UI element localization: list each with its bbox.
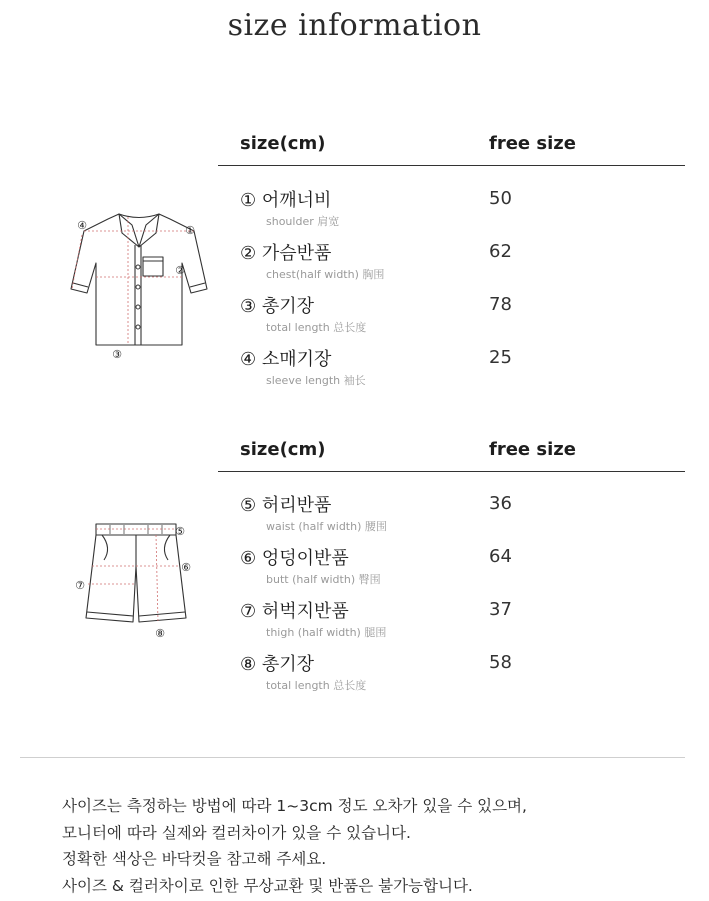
- marker-waist: ⑤: [175, 525, 185, 538]
- section-divider: [20, 757, 685, 758]
- table-row: [240, 650, 680, 702]
- measure-subtitle: waist (half width) 腰围: [266, 520, 387, 533]
- marker-chest: ②: [175, 264, 185, 277]
- measure-name: ⑧ 총기장: [240, 654, 315, 675]
- measure-name: ⑥ 엉덩이반품: [240, 548, 349, 569]
- measure-value: 64: [489, 546, 512, 567]
- measure-name: ⑦ 허벅지반품: [240, 601, 349, 622]
- marker-thigh: ⑦: [75, 579, 85, 592]
- table-row: [240, 597, 680, 649]
- header-free-size-label: free size: [489, 439, 576, 460]
- measure-subtitle: shoulder 肩宽: [266, 215, 340, 228]
- measure-subtitle: sleeve length 袖长: [266, 374, 366, 387]
- table-row: [240, 239, 680, 291]
- measure-value: 50: [489, 188, 512, 209]
- measure-subtitle: total length 总长度: [266, 679, 367, 692]
- note-line: 사이즈는 측정하는 방법에 따라 1~3cm 정도 오차가 있을 수 있으며,: [62, 797, 527, 815]
- measure-name: ④ 소매기장: [240, 349, 332, 370]
- measure-subtitle: butt (half width) 臀围: [266, 573, 381, 586]
- measure-name: ② 가슴반품: [240, 243, 332, 264]
- table-row: [240, 186, 680, 238]
- note-line: 사이즈 & 컬러차이로 인한 무상교환 및 반품은 불가능합니다.: [62, 876, 473, 895]
- marker-butt: ⑥: [181, 561, 191, 574]
- measure-value: 25: [489, 347, 512, 368]
- bottom-table-header: [218, 431, 685, 472]
- header-size-label: size(cm): [240, 133, 326, 154]
- marker-shoulder: ①: [185, 224, 195, 237]
- measure-name: ⑤ 허리반품: [240, 495, 332, 516]
- table-row: [240, 544, 680, 596]
- note-line: 정확한 색상은 바닥컷을 참고해 주세요.: [62, 850, 327, 868]
- table-row: [240, 491, 680, 543]
- shorts-illustration: [66, 518, 196, 643]
- top-table-header: [218, 125, 685, 166]
- measure-value: 58: [489, 652, 512, 673]
- measure-value: 78: [489, 294, 512, 315]
- measure-subtitle: thigh (half width) 腿围: [266, 626, 387, 639]
- marker-sleeve: ④: [77, 219, 87, 232]
- page-title: size information: [227, 8, 482, 43]
- measure-value: 37: [489, 599, 512, 620]
- size-notes: [62, 793, 527, 899]
- table-row: [240, 292, 680, 344]
- measure-name: ① 어깨너비: [240, 190, 332, 211]
- measure-name: ③ 총기장: [240, 296, 315, 317]
- table-row: [240, 345, 680, 397]
- header-free-size-label: free size: [489, 133, 576, 154]
- measure-value: 36: [489, 493, 512, 514]
- marker-total-length: ③: [112, 348, 122, 361]
- measure-subtitle: total length 总长度: [266, 321, 367, 334]
- note-line: 모니터에 따라 실제와 컬러차이가 있을 수 있습니다.: [62, 823, 411, 842]
- shirt-illustration: [62, 205, 212, 365]
- measure-value: 62: [489, 241, 512, 262]
- header-size-label: size(cm): [240, 439, 326, 460]
- measure-subtitle: chest(half width) 胸围: [266, 268, 385, 281]
- marker-total-length: ⑧: [155, 627, 165, 640]
